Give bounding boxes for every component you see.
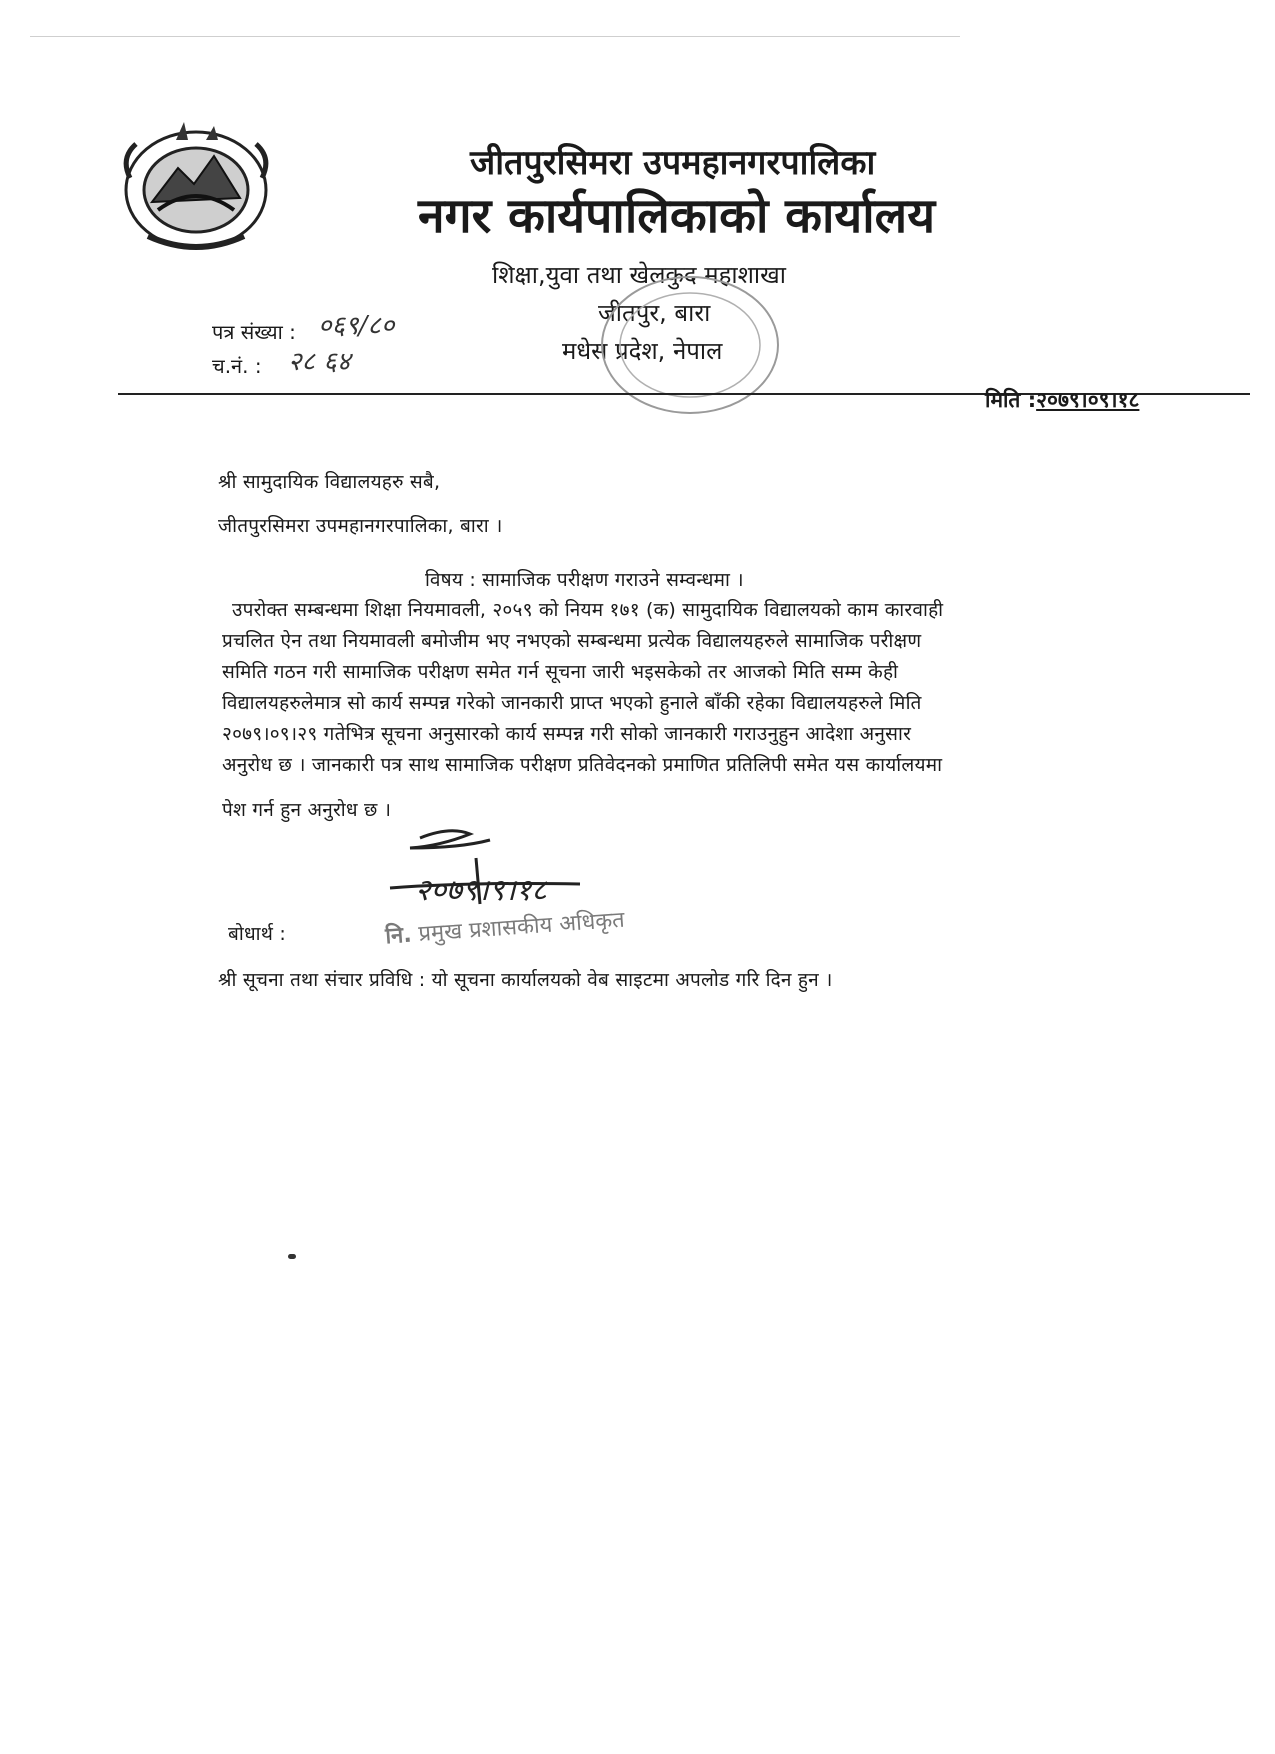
body-line: उपरोक्त सम्बन्धमा शिक्षा नियमावली, २०५९ को नियम १७१ (क) सामुदायिक विद्यालयको काम कारवाही [232,599,944,621]
letter-number-label: पत्र संख्या : [212,320,296,344]
scan-edge-line [30,36,960,37]
location-province: मधेस प्रदेश, नेपाल [562,337,723,365]
body-line: अनुरोध छ । जानकारी पत्र साथ सामाजिक परीक्षण प्रतिवेदनको प्रमाणित प्रतिलिपी समेत यस कार्यालयमा [222,754,943,776]
office-title: नगर कार्यपालिकाको कार्यालय [418,188,936,244]
stamp-text: प्रमुख प्रशासकीय अधिकृत [417,907,626,948]
date-label: मिति : [985,388,1037,412]
stamp-prefix: नि. [384,922,413,950]
signature-date: २०७९।९।१८ [415,873,547,908]
addressee-line-2: जीतपुरसिमरा उपमहानगरपालिका, बारा । [218,515,503,537]
body-line: समिति गठन गरी सामाजिक परीक्षण समेत गर्न सूचना जारी भइसकेको तर आजको मिति सम्म केही [222,661,899,683]
location-city: जीतपुर, बारा [598,299,711,327]
addressee-line-1: श्री सामुदायिक विद्यालयहरु सबै, [218,471,441,493]
cc-label: बोधार्थ : [228,923,286,945]
date-line [985,386,1139,414]
body-line: २०७९।०९।२९ गतेभित्र सूचना अनुसारको कार्य सम्पन्न गरी सोको जानकारी गराउनुहुन आदेशा अनुसार [222,723,912,745]
body-line: विद्यालयहरुलेमात्र सो कार्य सम्पन्न गरेको जानकारी प्राप्त भएको हुनाले बाँकी रहेका विद्यालयहरुले मिति [222,692,922,714]
subject-line: विषय : सामाजिक परीक्षण गराउने सम्वन्धमा । [425,569,744,591]
dispatch-number-value: २८ ६४ [288,347,351,377]
dispatch-number-label: च.नं. : [212,354,262,378]
division-name: शिक्षा,युवा तथा खेलकुद महाशाखा [492,261,786,289]
office-seal-icon [595,270,785,424]
cc-line: श्री सूचना तथा संचार प्रविधि : यो सूचना कार्यालयको वेब साइटमा अपलोड गरि दिन हुन । [218,969,833,991]
scan-speck [288,1254,296,1259]
body-line: पेश गर्न हुन अनुरोध छ । [222,799,392,821]
body-line: प्रचलित ऐन तथा नियमावली बमोजीम भए नभएको सम्बन्धमा प्रत्येक विद्यालयहरुले सामाजिक परीक्षण [222,630,922,652]
nepal-emblem-icon [118,118,274,262]
date-value: २०७९।०९।१८ [1036,388,1140,412]
municipality-name: जीतपुरसिमरा उपमहानगरपालिका [470,143,876,183]
letter-number-value: ०६९/८० [318,311,395,341]
